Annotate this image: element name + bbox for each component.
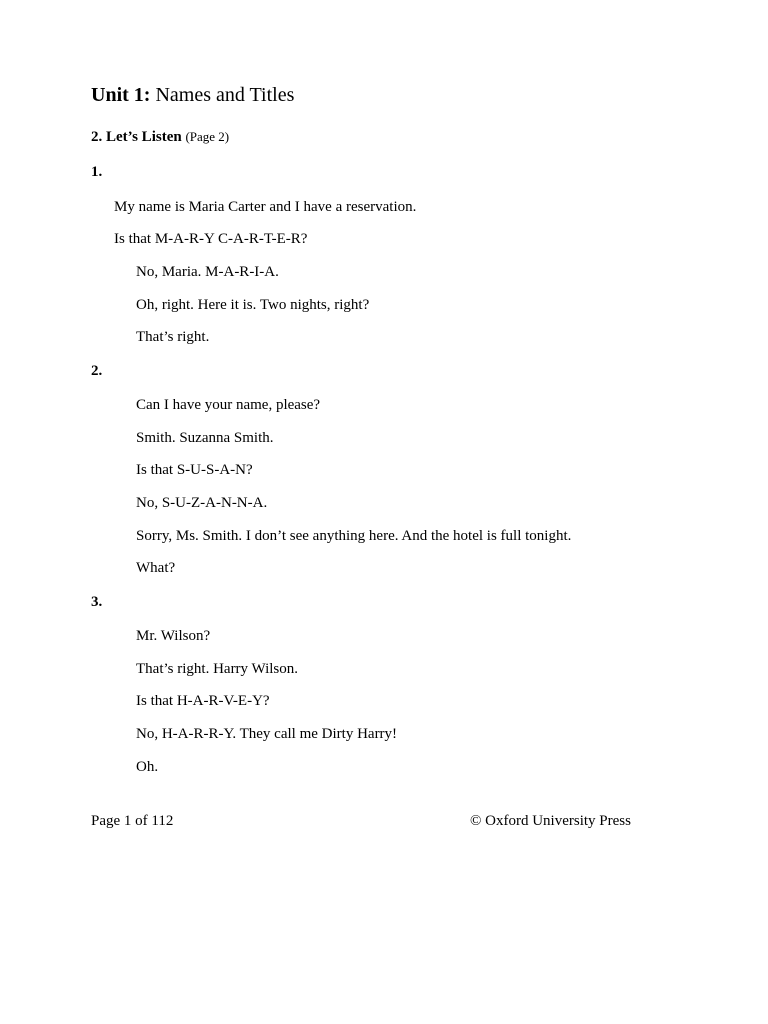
dialogue-line: No, Maria. M-A-R-I-A. [136,264,279,280]
dialogue-line: Can I have your name, please? [136,397,321,413]
dialogue-line: That’s right. Harry Wilson. [136,661,299,677]
copyright-notice: © Oxford University Press [470,813,631,829]
section-heading [91,127,229,147]
dialogue-number: 3. [91,594,103,610]
section-label: 2. Let’s Listen [91,129,182,145]
dialogue-line: No, H-A-R-R-Y. They call me Dirty Harry! [136,726,398,742]
dialogue-line: Oh, right. Here it is. Two nights, right? [136,297,370,313]
page-number: Page 1 of 112 [91,813,174,829]
dialogue-line: Oh. [136,759,159,775]
dialogue-line: Is that H-A-R-V-E-Y? [136,693,270,709]
dialogue-number: 1. [91,164,103,180]
dialogue-line: Sorry, Ms. Smith. I don’t see anything here. And the hotel is full tonight. [136,528,572,544]
unit-label: Unit 1: [91,84,151,106]
dialogue-line: No, S-U-Z-A-N-N-A. [136,495,268,511]
dialogue-line: Is that S-U-S-A-N? [136,462,253,478]
dialogue-line: What? [136,560,176,576]
dialogue-line: My name is Maria Carter and I have a reservation. [114,199,417,215]
unit-heading [91,82,294,108]
dialogue-line: Smith. Suzanna Smith. [136,430,274,446]
dialogue-line: That’s right. [136,329,210,345]
dialogue-line: Is that M-A-R-Y C-A-R-T-E-R? [114,231,308,247]
dialogue-line: Mr. Wilson? [136,628,211,644]
section-page-reference: (Page 2) [185,129,230,144]
dialogue-number: 2. [91,363,103,379]
unit-title: Names and Titles [155,84,295,106]
